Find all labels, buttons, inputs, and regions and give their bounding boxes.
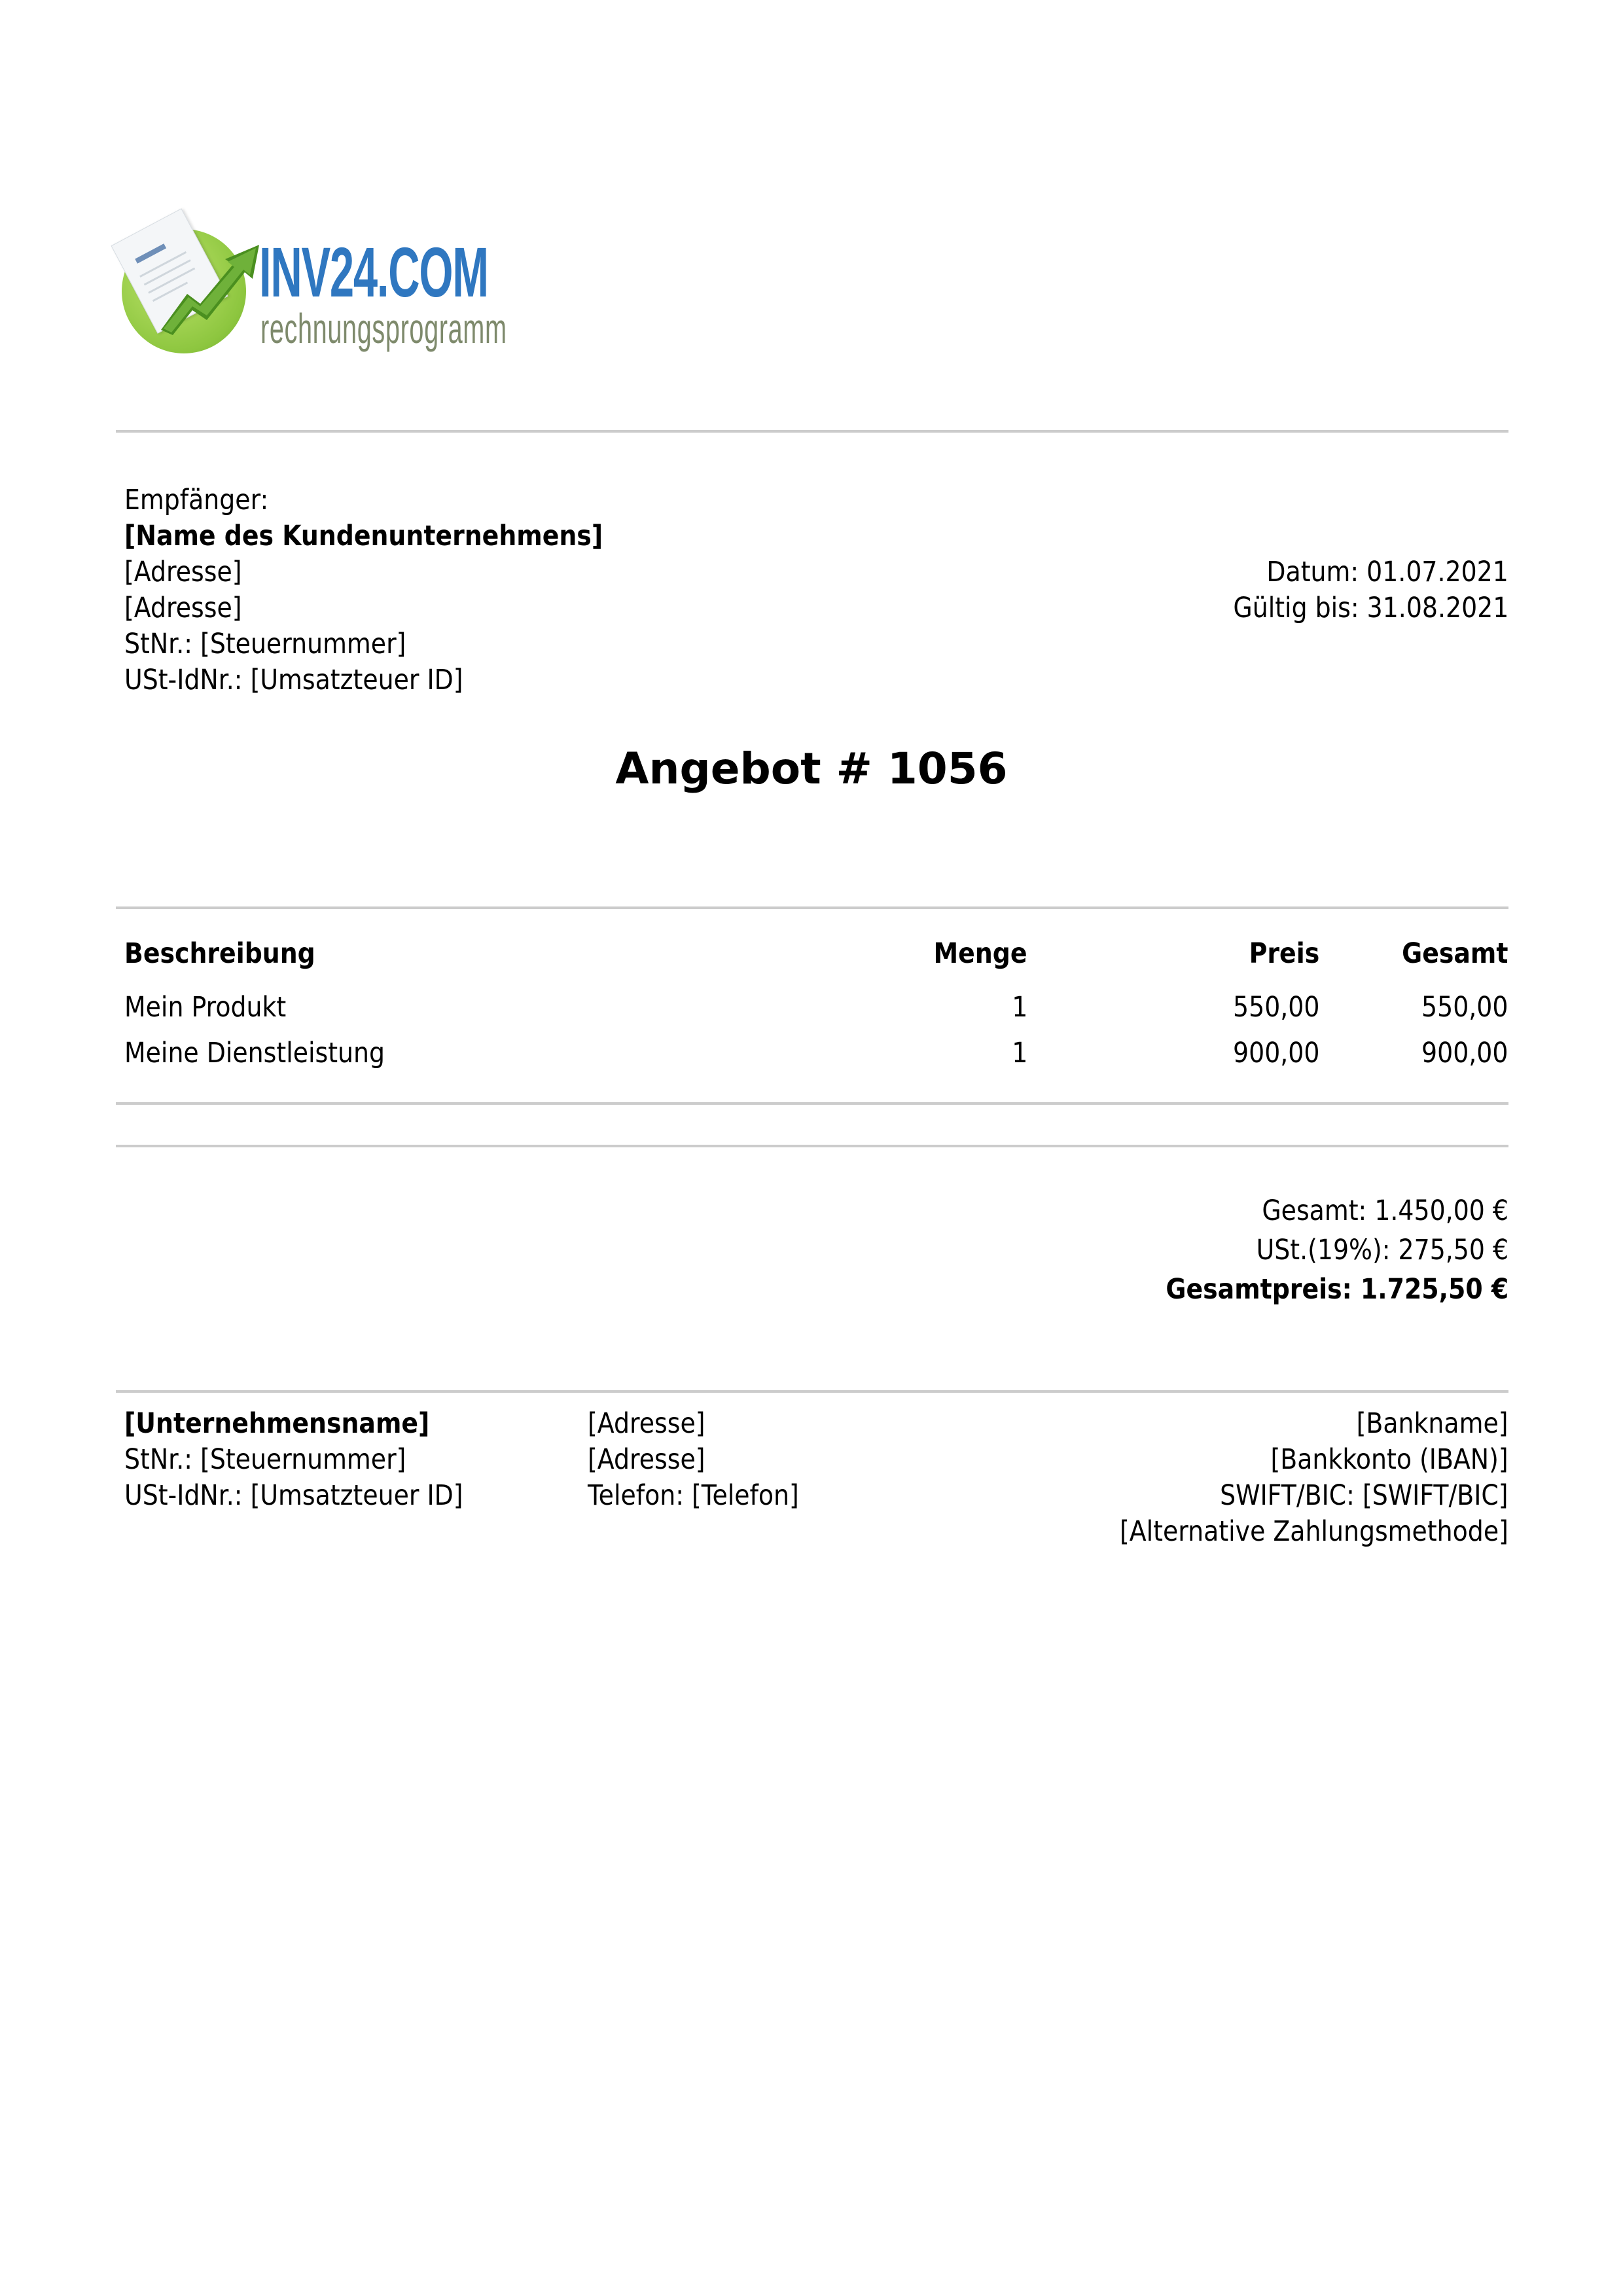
item-total: 900,00 (1421, 1037, 1508, 1069)
recipient-label: Empfänger: (124, 484, 269, 516)
divider-items-bottom (116, 1102, 1508, 1105)
footer-address-2: [Adresse] (588, 1443, 705, 1476)
table-row (124, 990, 1508, 1035)
footer-company-block (124, 1406, 509, 1514)
offer-date: Datum: 01.07.2021 (1266, 556, 1508, 588)
divider-footer (116, 1390, 1508, 1393)
divider-items-top (116, 906, 1508, 909)
dates-block (1196, 554, 1508, 626)
footer-tax-number: StNr.: [Steuernummer] (124, 1443, 406, 1476)
footer-address-1: [Adresse] (588, 1407, 705, 1440)
recipient-vat-id: USt-IdNr.: [Umsatzteuer ID] (124, 664, 463, 696)
item-quantity: 1 (1011, 991, 1027, 1024)
footer-swift: SWIFT/BIC: [SWIFT/BIC] (1220, 1479, 1508, 1512)
item-description: Meine Dienstleistung (124, 1037, 385, 1069)
table-header-row (124, 936, 1508, 990)
valid-until-date: Gültig bis: 31.08.2021 (1233, 592, 1508, 624)
header-total: Gesamt (1401, 937, 1508, 970)
growth-arrow-icon (154, 238, 266, 336)
footer-bank-account: [Bankkonto (IBAN)] (1270, 1443, 1508, 1476)
divider-top (116, 430, 1508, 433)
logo-title: INV24.COM (259, 232, 488, 312)
footer-contact-block (588, 1406, 828, 1514)
company-logo (118, 209, 524, 353)
item-price: 900,00 (1232, 1037, 1319, 1069)
table-row (124, 1035, 1508, 1081)
footer-bank-name: [Bankname] (1357, 1407, 1508, 1440)
grand-total: Gesamtpreis: 1.725,50 € (1166, 1273, 1508, 1306)
item-description: Mein Produkt (124, 991, 287, 1024)
header-quantity: Menge (933, 937, 1027, 970)
item-price: 550,00 (1232, 991, 1319, 1024)
item-total: 550,00 (1421, 991, 1508, 1024)
header-description: Beschreibung (124, 937, 315, 970)
recipient-company: [Name des Kundenunternehmens] (124, 520, 603, 552)
logo-subtitle: rechnungsprogramm (260, 305, 507, 352)
recipient-block (124, 482, 668, 698)
footer-bank-block (1067, 1406, 1508, 1550)
recipient-address-2: [Adresse] (124, 592, 242, 624)
vat-amount: USt.(19%): 275,50 € (1256, 1234, 1508, 1266)
divider-totals-top (116, 1145, 1508, 1147)
header-price: Preis (1249, 937, 1319, 970)
footer-phone: Telefon: [Telefon] (588, 1479, 799, 1512)
recipient-address-1: [Adresse] (124, 556, 242, 588)
footer-company-name: [Unternehmensname] (124, 1407, 430, 1440)
document-title: Angebot # 1056 (615, 744, 1008, 794)
items-table (124, 936, 1508, 1081)
recipient-tax-number: StNr.: [Steuernummer] (124, 628, 406, 660)
subtotal: Gesamt: 1.450,00 € (1262, 1194, 1508, 1227)
item-quantity: 1 (1011, 1037, 1027, 1069)
footer-vat-id: USt-IdNr.: [Umsatzteuer ID] (124, 1479, 463, 1512)
totals-block (1119, 1191, 1508, 1309)
footer-alt-payment: [Alternative Zahlungsmethode] (1120, 1515, 1508, 1548)
